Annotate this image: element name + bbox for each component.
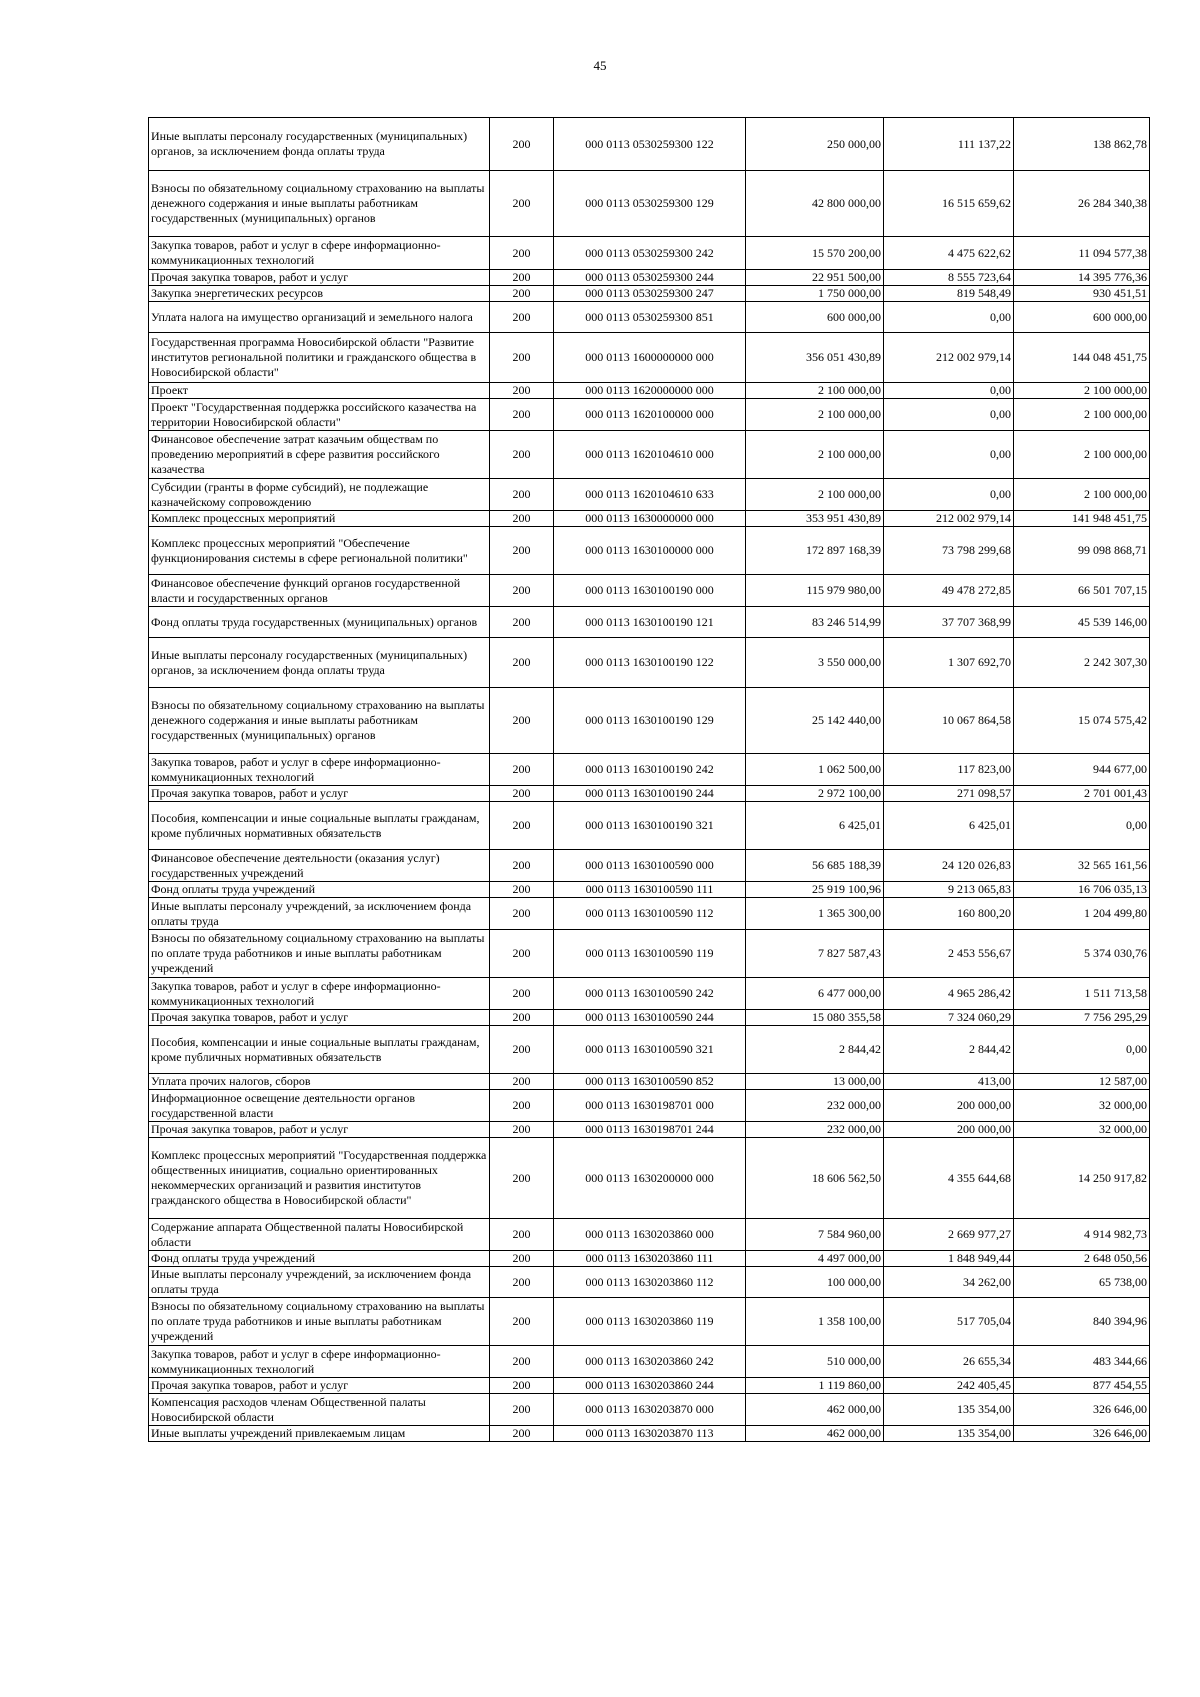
row-name: Взносы по обязательному социальному страхованию на выплаты по оплате труда работников и иные выплаты работникам учреждений xyxy=(149,930,490,978)
row-classification-code: 000 0113 1620104610 633 xyxy=(554,479,746,511)
row-classification-code: 000 0113 1630100590 119 xyxy=(554,930,746,978)
row-name: Проект "Государственная поддержка российского казачества на территории Новосибирской области" xyxy=(149,399,490,431)
row-classification-code: 000 0113 0530259300 851 xyxy=(554,302,746,333)
row-approved: 510 000,00 xyxy=(746,1346,884,1378)
row-executed: 0,00 xyxy=(884,479,1014,511)
row-name: Фонд оплаты труда государственных (муниципальных) органов xyxy=(149,607,490,638)
row-executed: 10 067 864,58 xyxy=(884,688,1014,754)
row-classification-code: 000 0113 1630100000 000 xyxy=(554,527,746,575)
row-name: Взносы по обязательному социальному страхованию на выплаты по оплате труда работников и иные выплаты работникам учреждений xyxy=(149,1298,490,1346)
row-unexecuted: 99 098 868,71 xyxy=(1014,527,1150,575)
row-classification-code: 000 0113 1630100190 129 xyxy=(554,688,746,754)
row-classification-code: 000 0113 1630100190 000 xyxy=(554,575,746,607)
row-name: Иные выплаты персоналу учреждений, за исключением фонда оплаты труда xyxy=(149,898,490,930)
row-unexecuted: 2 648 050,56 xyxy=(1014,1251,1150,1267)
row-name: Прочая закупка товаров, работ и услуг xyxy=(149,270,490,286)
row-line-code: 200 xyxy=(490,638,554,688)
row-executed: 73 798 299,68 xyxy=(884,527,1014,575)
row-line-code: 200 xyxy=(490,1298,554,1346)
row-approved: 1 358 100,00 xyxy=(746,1298,884,1346)
row-name: Иные выплаты учреждений привлекаемым лицам xyxy=(149,1426,490,1442)
row-unexecuted: 26 284 340,38 xyxy=(1014,171,1150,237)
row-line-code: 200 xyxy=(490,1394,554,1426)
row-unexecuted: 326 646,00 xyxy=(1014,1426,1150,1442)
row-classification-code: 000 0113 1630100190 121 xyxy=(554,607,746,638)
row-name: Фонд оплаты труда учреждений xyxy=(149,882,490,898)
row-approved: 115 979 980,00 xyxy=(746,575,884,607)
row-unexecuted: 2 701 001,43 xyxy=(1014,786,1150,802)
table-row xyxy=(149,333,1150,383)
row-line-code: 200 xyxy=(490,1026,554,1074)
row-unexecuted: 32 565 161,56 xyxy=(1014,850,1150,882)
row-line-code: 200 xyxy=(490,431,554,479)
table-row xyxy=(149,1378,1150,1394)
row-classification-code: 000 0113 0530259300 122 xyxy=(554,118,746,171)
table-row xyxy=(149,575,1150,607)
row-executed: 1 848 949,44 xyxy=(884,1251,1014,1267)
row-line-code: 200 xyxy=(490,1426,554,1442)
row-executed: 413,00 xyxy=(884,1074,1014,1090)
row-name: Уплата прочих налогов, сборов xyxy=(149,1074,490,1090)
row-classification-code: 000 0113 1630203860 119 xyxy=(554,1298,746,1346)
row-approved: 232 000,00 xyxy=(746,1090,884,1122)
table-row xyxy=(149,1138,1150,1219)
table-row xyxy=(149,511,1150,527)
table-row xyxy=(149,302,1150,333)
row-unexecuted: 16 706 035,13 xyxy=(1014,882,1150,898)
row-executed: 24 120 026,83 xyxy=(884,850,1014,882)
table-row xyxy=(149,1298,1150,1346)
row-approved: 353 951 430,89 xyxy=(746,511,884,527)
row-classification-code: 000 0113 1630203860 112 xyxy=(554,1267,746,1298)
table-row xyxy=(149,688,1150,754)
row-unexecuted: 2 242 307,30 xyxy=(1014,638,1150,688)
row-classification-code: 000 0113 1600000000 000 xyxy=(554,333,746,383)
row-approved: 600 000,00 xyxy=(746,302,884,333)
row-name: Иные выплаты персоналу государственных (муниципальных) органов, за исключением фонда оплаты труда xyxy=(149,638,490,688)
row-line-code: 200 xyxy=(490,1219,554,1251)
row-classification-code: 000 0113 1630203870 000 xyxy=(554,1394,746,1426)
row-approved: 15 080 355,58 xyxy=(746,1010,884,1026)
row-classification-code: 000 0113 1630100190 242 xyxy=(554,754,746,786)
row-unexecuted: 12 587,00 xyxy=(1014,1074,1150,1090)
row-approved: 3 550 000,00 xyxy=(746,638,884,688)
row-unexecuted: 0,00 xyxy=(1014,1026,1150,1074)
row-approved: 15 570 200,00 xyxy=(746,237,884,270)
table-row xyxy=(149,431,1150,479)
row-classification-code: 000 0113 1630100190 244 xyxy=(554,786,746,802)
row-executed: 37 707 368,99 xyxy=(884,607,1014,638)
table-row xyxy=(149,1426,1150,1442)
row-line-code: 200 xyxy=(490,802,554,850)
row-line-code: 200 xyxy=(490,786,554,802)
row-executed: 271 098,57 xyxy=(884,786,1014,802)
row-name: Информационное освещение деятельности органов государственной власти xyxy=(149,1090,490,1122)
row-executed: 49 478 272,85 xyxy=(884,575,1014,607)
row-unexecuted: 483 344,66 xyxy=(1014,1346,1150,1378)
row-executed: 212 002 979,14 xyxy=(884,333,1014,383)
row-name: Иные выплаты персоналу учреждений, за исключением фонда оплаты труда xyxy=(149,1267,490,1298)
row-approved: 2 100 000,00 xyxy=(746,431,884,479)
row-line-code: 200 xyxy=(490,882,554,898)
row-unexecuted: 14 250 917,82 xyxy=(1014,1138,1150,1219)
row-unexecuted: 2 100 000,00 xyxy=(1014,431,1150,479)
table-row xyxy=(149,1251,1150,1267)
row-executed: 8 555 723,64 xyxy=(884,270,1014,286)
row-executed: 16 515 659,62 xyxy=(884,171,1014,237)
row-executed: 117 823,00 xyxy=(884,754,1014,786)
row-unexecuted: 2 100 000,00 xyxy=(1014,383,1150,399)
row-approved: 172 897 168,39 xyxy=(746,527,884,575)
table-row xyxy=(149,1074,1150,1090)
row-line-code: 200 xyxy=(490,237,554,270)
row-approved: 7 584 960,00 xyxy=(746,1219,884,1251)
row-approved: 2 972 100,00 xyxy=(746,786,884,802)
row-unexecuted: 600 000,00 xyxy=(1014,302,1150,333)
row-unexecuted: 11 094 577,38 xyxy=(1014,237,1150,270)
table-row xyxy=(149,527,1150,575)
row-classification-code: 000 0113 0530259300 129 xyxy=(554,171,746,237)
row-approved: 250 000,00 xyxy=(746,118,884,171)
row-line-code: 200 xyxy=(490,930,554,978)
table-row xyxy=(149,638,1150,688)
row-classification-code: 000 0113 1630198701 000 xyxy=(554,1090,746,1122)
row-unexecuted: 877 454,55 xyxy=(1014,1378,1150,1394)
row-classification-code: 000 0113 1630000000 000 xyxy=(554,511,746,527)
row-executed: 2 844,42 xyxy=(884,1026,1014,1074)
row-line-code: 200 xyxy=(490,1267,554,1298)
row-unexecuted: 1 204 499,80 xyxy=(1014,898,1150,930)
row-name: Пособия, компенсации и иные социальные выплаты гражданам, кроме публичных нормативных обязательств xyxy=(149,1026,490,1074)
row-classification-code: 000 0113 1620000000 000 xyxy=(554,383,746,399)
row-line-code: 200 xyxy=(490,850,554,882)
row-line-code: 200 xyxy=(490,607,554,638)
row-unexecuted: 14 395 776,36 xyxy=(1014,270,1150,286)
row-executed: 200 000,00 xyxy=(884,1090,1014,1122)
row-line-code: 200 xyxy=(490,286,554,302)
row-approved: 2 844,42 xyxy=(746,1026,884,1074)
row-executed: 160 800,20 xyxy=(884,898,1014,930)
row-executed: 1 307 692,70 xyxy=(884,638,1014,688)
row-executed: 111 137,22 xyxy=(884,118,1014,171)
row-unexecuted: 65 738,00 xyxy=(1014,1267,1150,1298)
table-row xyxy=(149,1394,1150,1426)
row-approved: 7 827 587,43 xyxy=(746,930,884,978)
row-unexecuted: 944 677,00 xyxy=(1014,754,1150,786)
table-row xyxy=(149,270,1150,286)
row-classification-code: 000 0113 0530259300 247 xyxy=(554,286,746,302)
table-row xyxy=(149,607,1150,638)
row-classification-code: 000 0113 1630100590 244 xyxy=(554,1010,746,1026)
row-unexecuted: 0,00 xyxy=(1014,802,1150,850)
row-approved: 1 119 860,00 xyxy=(746,1378,884,1394)
row-approved: 4 497 000,00 xyxy=(746,1251,884,1267)
row-classification-code: 000 0113 1630203860 000 xyxy=(554,1219,746,1251)
row-approved: 462 000,00 xyxy=(746,1426,884,1442)
row-classification-code: 000 0113 1630100190 321 xyxy=(554,802,746,850)
row-name: Закупка товаров, работ и услуг в сфере информационно-коммуникационных технологий xyxy=(149,1346,490,1378)
row-approved: 2 100 000,00 xyxy=(746,399,884,431)
row-approved: 1 750 000,00 xyxy=(746,286,884,302)
row-classification-code: 000 0113 1620104610 000 xyxy=(554,431,746,479)
row-line-code: 200 xyxy=(490,1090,554,1122)
row-name: Проект xyxy=(149,383,490,399)
row-line-code: 200 xyxy=(490,399,554,431)
row-line-code: 200 xyxy=(490,118,554,171)
table-row xyxy=(149,1026,1150,1074)
row-line-code: 200 xyxy=(490,479,554,511)
row-executed: 4 475 622,62 xyxy=(884,237,1014,270)
row-executed: 242 405,45 xyxy=(884,1378,1014,1394)
row-unexecuted: 5 374 030,76 xyxy=(1014,930,1150,978)
table-row xyxy=(149,237,1150,270)
row-executed: 0,00 xyxy=(884,383,1014,399)
row-unexecuted: 138 862,78 xyxy=(1014,118,1150,171)
row-line-code: 200 xyxy=(490,1346,554,1378)
row-name: Прочая закупка товаров, работ и услуг xyxy=(149,1378,490,1394)
row-line-code: 200 xyxy=(490,754,554,786)
row-approved: 25 919 100,96 xyxy=(746,882,884,898)
table-row xyxy=(149,786,1150,802)
row-classification-code: 000 0113 1630200000 000 xyxy=(554,1138,746,1219)
budget-table xyxy=(148,117,1150,1442)
table-row xyxy=(149,1267,1150,1298)
row-line-code: 200 xyxy=(490,1251,554,1267)
row-name: Пособия, компенсации и иные социальные выплаты гражданам, кроме публичных нормативных обязательств xyxy=(149,802,490,850)
row-unexecuted: 141 948 451,75 xyxy=(1014,511,1150,527)
table-row xyxy=(149,754,1150,786)
table-row xyxy=(149,1346,1150,1378)
row-executed: 135 354,00 xyxy=(884,1394,1014,1426)
row-executed: 212 002 979,14 xyxy=(884,511,1014,527)
row-executed: 819 548,49 xyxy=(884,286,1014,302)
row-classification-code: 000 0113 1630100590 852 xyxy=(554,1074,746,1090)
row-line-code: 200 xyxy=(490,1138,554,1219)
row-line-code: 200 xyxy=(490,302,554,333)
row-name: Прочая закупка товаров, работ и услуг xyxy=(149,1122,490,1138)
row-unexecuted: 326 646,00 xyxy=(1014,1394,1150,1426)
row-name: Прочая закупка товаров, работ и услуг xyxy=(149,1010,490,1026)
row-name: Комплекс процессных мероприятий xyxy=(149,511,490,527)
table-row xyxy=(149,850,1150,882)
row-approved: 42 800 000,00 xyxy=(746,171,884,237)
row-approved: 18 606 562,50 xyxy=(746,1138,884,1219)
row-name: Закупка товаров, работ и услуг в сфере информационно-коммуникационных технологий xyxy=(149,978,490,1010)
row-unexecuted: 144 048 451,75 xyxy=(1014,333,1150,383)
row-executed: 2 453 556,67 xyxy=(884,930,1014,978)
row-classification-code: 000 0113 1630100590 321 xyxy=(554,1026,746,1074)
row-executed: 6 425,01 xyxy=(884,802,1014,850)
row-name: Иные выплаты персоналу государственных (муниципальных) органов, за исключением фонда оплаты труда xyxy=(149,118,490,171)
row-line-code: 200 xyxy=(490,333,554,383)
row-approved: 6 425,01 xyxy=(746,802,884,850)
row-name: Взносы по обязательному социальному страхованию на выплаты денежного содержания и иные выплаты работникам государственных (муниципальных) органов xyxy=(149,171,490,237)
row-line-code: 200 xyxy=(490,383,554,399)
row-classification-code: 000 0113 1630203860 244 xyxy=(554,1378,746,1394)
row-name: Компенсация расходов членам Общественной палаты Новосибирской области xyxy=(149,1394,490,1426)
row-approved: 1 062 500,00 xyxy=(746,754,884,786)
row-line-code: 200 xyxy=(490,1122,554,1138)
row-line-code: 200 xyxy=(490,527,554,575)
row-name: Финансовое обеспечение затрат казачьим обществам по проведению мероприятий в сфере развития российского казачества xyxy=(149,431,490,479)
table-row xyxy=(149,286,1150,302)
row-approved: 56 685 188,39 xyxy=(746,850,884,882)
row-executed: 2 669 977,27 xyxy=(884,1219,1014,1251)
row-classification-code: 000 0113 1630100590 000 xyxy=(554,850,746,882)
row-approved: 22 951 500,00 xyxy=(746,270,884,286)
row-classification-code: 000 0113 1630203870 113 xyxy=(554,1426,746,1442)
row-approved: 356 051 430,89 xyxy=(746,333,884,383)
page-number: 45 xyxy=(593,58,607,73)
row-approved: 2 100 000,00 xyxy=(746,383,884,399)
row-unexecuted: 32 000,00 xyxy=(1014,1122,1150,1138)
row-classification-code: 000 0113 1630100590 112 xyxy=(554,898,746,930)
table-row xyxy=(149,171,1150,237)
row-unexecuted: 4 914 982,73 xyxy=(1014,1219,1150,1251)
table-row xyxy=(149,930,1150,978)
row-line-code: 200 xyxy=(490,511,554,527)
row-name: Взносы по обязательному социальному страхованию на выплаты денежного содержания и иные выплаты работникам государственных (муниципальных) органов xyxy=(149,688,490,754)
row-approved: 100 000,00 xyxy=(746,1267,884,1298)
row-approved: 83 246 514,99 xyxy=(746,607,884,638)
row-line-code: 200 xyxy=(490,575,554,607)
row-approved: 6 477 000,00 xyxy=(746,978,884,1010)
table-row xyxy=(149,978,1150,1010)
row-unexecuted: 32 000,00 xyxy=(1014,1090,1150,1122)
table-row xyxy=(149,399,1150,431)
row-name: Содержание аппарата Общественной палаты Новосибирской области xyxy=(149,1219,490,1251)
row-line-code: 200 xyxy=(490,1074,554,1090)
row-line-code: 200 xyxy=(490,270,554,286)
row-unexecuted: 66 501 707,15 xyxy=(1014,575,1150,607)
row-approved: 25 142 440,00 xyxy=(746,688,884,754)
row-executed: 0,00 xyxy=(884,302,1014,333)
row-unexecuted: 2 100 000,00 xyxy=(1014,479,1150,511)
row-approved: 462 000,00 xyxy=(746,1394,884,1426)
row-unexecuted: 930 451,51 xyxy=(1014,286,1150,302)
row-approved: 1 365 300,00 xyxy=(746,898,884,930)
row-unexecuted: 45 539 146,00 xyxy=(1014,607,1150,638)
row-classification-code: 000 0113 1630203860 111 xyxy=(554,1251,746,1267)
row-approved: 2 100 000,00 xyxy=(746,479,884,511)
table-row xyxy=(149,1219,1150,1251)
row-classification-code: 000 0113 1620100000 000 xyxy=(554,399,746,431)
row-approved: 232 000,00 xyxy=(746,1122,884,1138)
row-classification-code: 000 0113 1630100190 122 xyxy=(554,638,746,688)
table-row xyxy=(149,383,1150,399)
row-classification-code: 000 0113 0530259300 244 xyxy=(554,270,746,286)
row-classification-code: 000 0113 0530259300 242 xyxy=(554,237,746,270)
row-unexecuted: 7 756 295,29 xyxy=(1014,1010,1150,1026)
row-unexecuted: 15 074 575,42 xyxy=(1014,688,1150,754)
row-name: Закупка энергетических ресурсов xyxy=(149,286,490,302)
row-executed: 517 705,04 xyxy=(884,1298,1014,1346)
row-name: Субсидии (гранты в форме субсидий), не подлежащие казначейскому сопровождению xyxy=(149,479,490,511)
row-line-code: 200 xyxy=(490,978,554,1010)
row-executed: 9 213 065,83 xyxy=(884,882,1014,898)
row-executed: 200 000,00 xyxy=(884,1122,1014,1138)
row-executed: 4 965 286,42 xyxy=(884,978,1014,1010)
table-row xyxy=(149,479,1150,511)
row-name: Государственная программа Новосибирской области "Развитие институтов региональной политики и гражданского общества в Новосибирской области" xyxy=(149,333,490,383)
row-name: Комплекс процессных мероприятий "Обеспечение функционирования системы в сфере региональной политики" xyxy=(149,527,490,575)
row-executed: 7 324 060,29 xyxy=(884,1010,1014,1026)
table-row xyxy=(149,882,1150,898)
row-classification-code: 000 0113 1630203860 242 xyxy=(554,1346,746,1378)
row-name: Закупка товаров, работ и услуг в сфере информационно-коммуникационных технологий xyxy=(149,237,490,270)
row-classification-code: 000 0113 1630198701 244 xyxy=(554,1122,746,1138)
row-unexecuted: 840 394,96 xyxy=(1014,1298,1150,1346)
row-name: Закупка товаров, работ и услуг в сфере информационно-коммуникационных технологий xyxy=(149,754,490,786)
row-line-code: 200 xyxy=(490,1378,554,1394)
row-line-code: 200 xyxy=(490,898,554,930)
row-name: Уплата налога на имущество организаций и земельного налога xyxy=(149,302,490,333)
row-name: Финансовое обеспечение функций органов государственной власти и государственных органов xyxy=(149,575,490,607)
row-executed: 34 262,00 xyxy=(884,1267,1014,1298)
row-executed: 4 355 644,68 xyxy=(884,1138,1014,1219)
row-classification-code: 000 0113 1630100590 111 xyxy=(554,882,746,898)
table-row xyxy=(149,802,1150,850)
table-row xyxy=(149,1122,1150,1138)
table-row xyxy=(149,1010,1150,1026)
row-executed: 0,00 xyxy=(884,431,1014,479)
table-row xyxy=(149,1090,1150,1122)
row-unexecuted: 1 511 713,58 xyxy=(1014,978,1150,1010)
row-name: Финансовое обеспечение деятельности (оказания услуг) государственных учреждений xyxy=(149,850,490,882)
row-line-code: 200 xyxy=(490,1010,554,1026)
row-executed: 26 655,34 xyxy=(884,1346,1014,1378)
row-line-code: 200 xyxy=(490,171,554,237)
row-name: Комплекс процессных мероприятий "Государственная поддержка общественных инициатив, социально ориентированных некоммерческих организаций и развития институтов гражданского общества в Новосибирской области" xyxy=(149,1138,490,1219)
row-classification-code: 000 0113 1630100590 242 xyxy=(554,978,746,1010)
row-unexecuted: 2 100 000,00 xyxy=(1014,399,1150,431)
row-name: Фонд оплаты труда учреждений xyxy=(149,1251,490,1267)
table-row xyxy=(149,898,1150,930)
table-row xyxy=(149,118,1150,171)
row-approved: 13 000,00 xyxy=(746,1074,884,1090)
row-executed: 135 354,00 xyxy=(884,1426,1014,1442)
row-executed: 0,00 xyxy=(884,399,1014,431)
row-name: Прочая закупка товаров, работ и услуг xyxy=(149,786,490,802)
row-line-code: 200 xyxy=(490,688,554,754)
